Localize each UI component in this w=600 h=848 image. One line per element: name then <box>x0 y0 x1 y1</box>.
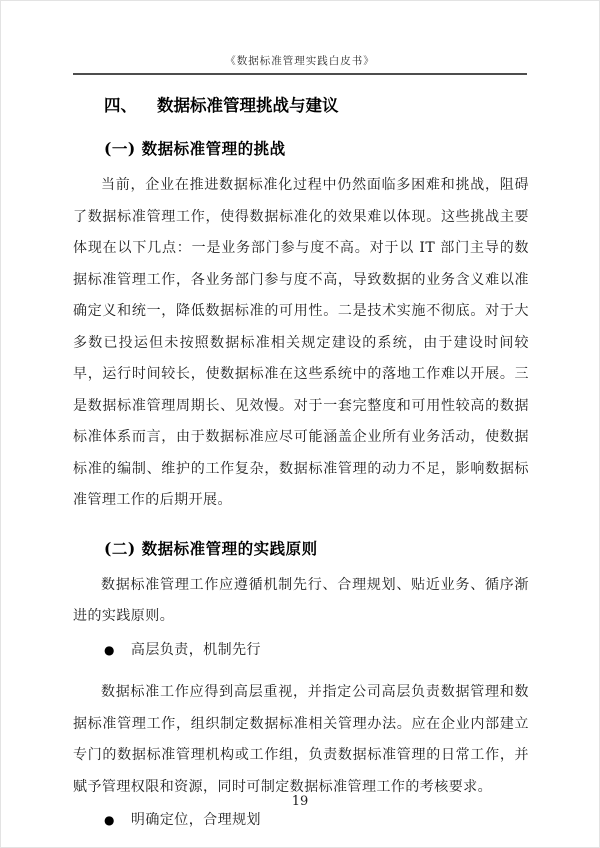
paragraph-principles-intro: 数据标准管理工作应遵循机制先行、合理规划、贴近业务、循序渐进的实践原则。 <box>73 576 529 624</box>
page-number: 19 <box>291 794 309 809</box>
running-header: 《数据标准管理实践白皮书》 <box>73 53 527 75</box>
bullet-icon: ● <box>104 642 115 657</box>
subsection-heading-principles: (二) 数据标准管理的实践原则 <box>104 538 318 558</box>
section-heading-number: 四、 <box>104 96 137 115</box>
list-item-label: 明确定位，合理规划 <box>130 812 261 828</box>
list-item-label: 高层负责，机制先行 <box>130 641 261 658</box>
paragraph-challenges: 当前，企业在推进数据标准化过程中仍然面临多困难和挑战，阻碍了数据标准管理工作，使得数据标准化的效果难以体现。这些挑战主要体现在以下几点：一是业务部门参与度不高。对于以 IT 部门主导的数据标准管理工作，各业务部门参与度不高，导致数据的业务含义难以准确定义和统一，降低数据标准的可用性。二是技术实施不彻底。对于大多数已投运但未按照数据标准相关规定建设的系统，由于建设时间较早，运行时间较长，使数据标准在这些系统中的落地工作难以开展。三是数据标准管理周期长、见效慢。对于一套完整度和可用性较高的数据标准体系而言，由于数据标准应尽可能涵盖企业所有业务活动，使数据标准的编制、维护的工作复杂，数据标准管理的动力不足，影响数据标准管理工作的后期开展。 <box>73 177 529 508</box>
section-heading <box>104 95 529 117</box>
page-content <box>73 87 529 837</box>
section-heading-title: 数据标准管理挑战与建议 <box>157 96 339 115</box>
subsection-heading-challenges: (一) 数据标准管理的挑战 <box>104 139 286 158</box>
list-item-principle-2 <box>104 805 529 837</box>
bullet-icon: ● <box>104 813 115 827</box>
list-item-principle-1 <box>104 635 529 667</box>
paragraph-principle-1-body: 数据标准工作应得到高层重视，并指定公司高层负责数据管理和数据标准管理工作，组织制定数据标准相关管理办法。应在企业内部建立专门的数据标准管理机构或工作组，负责数据标准管理的日常工作，并赋予管理权限和资源，同时可制定数据标准管理工作的考核要求。 <box>73 684 529 795</box>
